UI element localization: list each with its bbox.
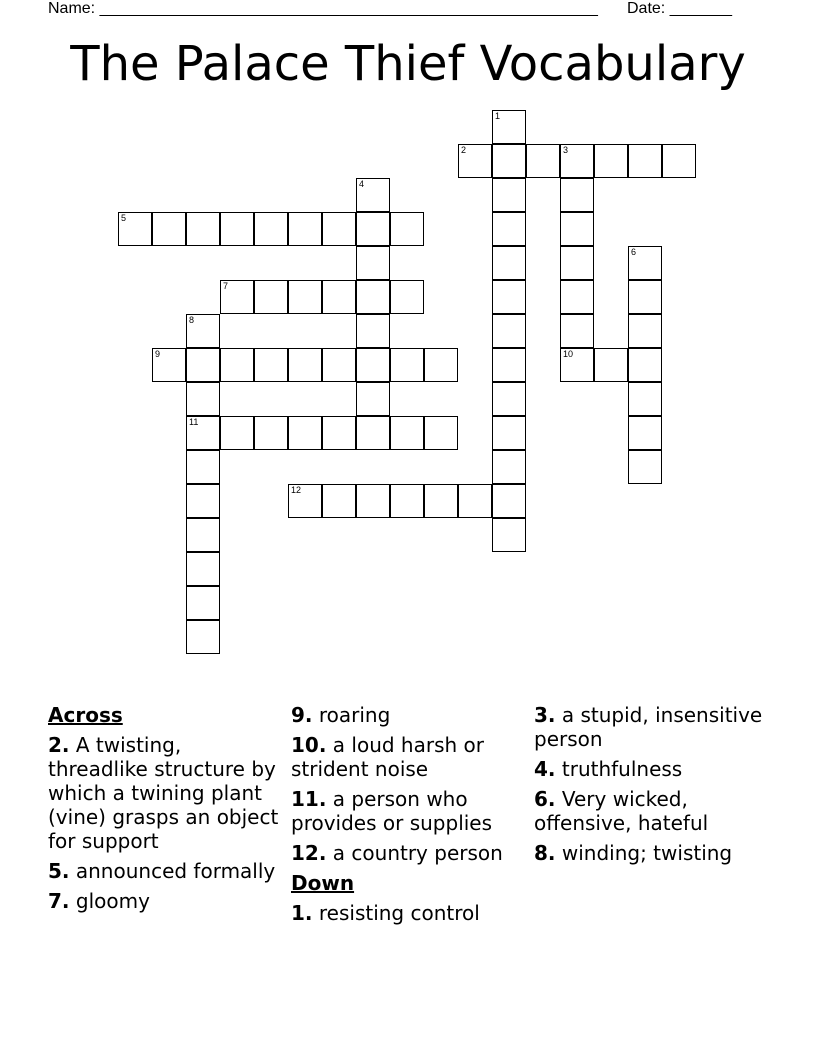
grid-cell[interactable]: [492, 314, 526, 348]
grid-cell[interactable]: [356, 212, 390, 246]
name-field-label: Name: ________________________________________________________: [48, 0, 598, 17]
grid-cell[interactable]: [186, 382, 220, 416]
grid-cell[interactable]: [492, 246, 526, 280]
cell-number: 3: [563, 145, 569, 155]
grid-cell[interactable]: [458, 484, 492, 518]
grid-cell[interactable]: [424, 484, 458, 518]
grid-cell[interactable]: [526, 144, 560, 178]
clue-text: gloomy: [75, 889, 150, 913]
grid-cell[interactable]: [356, 280, 390, 314]
grid-cell[interactable]: [492, 382, 526, 416]
grid-cell[interactable]: [390, 416, 424, 450]
clue-number: 12.: [291, 841, 327, 865]
grid-cell[interactable]: [662, 144, 696, 178]
grid-cell[interactable]: [322, 416, 356, 450]
clue-down-6: [534, 787, 770, 835]
grid-cell[interactable]: [288, 348, 322, 382]
grid-cell[interactable]: [492, 110, 526, 144]
grid-cell[interactable]: [220, 416, 254, 450]
clue-across-11: [291, 787, 527, 835]
cell-number: 4: [359, 179, 365, 189]
grid-cell[interactable]: [220, 348, 254, 382]
clue-number: 2.: [48, 733, 70, 757]
clue-number: 6.: [534, 787, 556, 811]
grid-cell[interactable]: [560, 280, 594, 314]
clue-down-1: [291, 901, 527, 925]
grid-cell[interactable]: [628, 382, 662, 416]
grid-cell[interactable]: [288, 212, 322, 246]
grid-cell[interactable]: [492, 518, 526, 552]
clue-across-12: [291, 841, 527, 865]
clue-number: 5.: [48, 859, 70, 883]
grid-cell[interactable]: [186, 518, 220, 552]
grid-cell[interactable]: [560, 246, 594, 280]
grid-cell[interactable]: [628, 314, 662, 348]
grid-cell[interactable]: [424, 416, 458, 450]
grid-cell[interactable]: [322, 280, 356, 314]
grid-cell[interactable]: [492, 484, 526, 518]
grid-cell[interactable]: [254, 280, 288, 314]
grid-cell[interactable]: [152, 348, 186, 382]
grid-cell[interactable]: [628, 280, 662, 314]
clue-text: announced formally: [75, 859, 276, 883]
grid-cell[interactable]: [288, 484, 322, 518]
date-field-label: Date: _______: [627, 0, 732, 17]
grid-cell[interactable]: [628, 246, 662, 280]
grid-cell[interactable]: [594, 348, 628, 382]
clue-column-2: [291, 703, 527, 931]
clue-column-1: [48, 703, 284, 919]
grid-cell[interactable]: [288, 416, 322, 450]
grid-cell[interactable]: [356, 348, 390, 382]
grid-cell[interactable]: [390, 280, 424, 314]
grid-cell[interactable]: [628, 450, 662, 484]
clue-text: a country person: [332, 841, 503, 865]
grid-cell[interactable]: [628, 416, 662, 450]
clue-text: truthfulness: [561, 757, 683, 781]
clue-text: a stupid, insensitive person: [534, 703, 763, 751]
clue-down-4: [534, 757, 770, 781]
clue-text: resisting control: [318, 901, 480, 925]
cell-number: 5: [121, 213, 127, 223]
clue-down-3: [534, 703, 770, 751]
grid-cell[interactable]: [628, 144, 662, 178]
clue-text: a loud harsh or strident noise: [291, 733, 484, 781]
grid-cell[interactable]: [356, 314, 390, 348]
clue-text: winding; twisting: [561, 841, 733, 865]
clue-number: 7.: [48, 889, 70, 913]
grid-cell[interactable]: [492, 280, 526, 314]
grid-cell[interactable]: [186, 314, 220, 348]
grid-cell[interactable]: [356, 382, 390, 416]
grid-cell[interactable]: [186, 552, 220, 586]
down-heading: Down: [291, 871, 355, 895]
grid-cell[interactable]: [186, 484, 220, 518]
grid-cell[interactable]: [628, 348, 662, 382]
grid-cell[interactable]: [186, 212, 220, 246]
grid-cell[interactable]: [322, 348, 356, 382]
grid-cell[interactable]: [288, 280, 322, 314]
clue-across-5: [48, 859, 284, 883]
grid-cell[interactable]: [458, 144, 492, 178]
grid-cell[interactable]: [560, 348, 594, 382]
clue-text: A twisting, threadlike structure by which a twining plant (vine) grasps an object for support: [48, 733, 279, 853]
grid-cell[interactable]: [492, 212, 526, 246]
grid-cell[interactable]: [322, 484, 356, 518]
cell-number: 7: [223, 281, 229, 291]
cell-number: 8: [189, 315, 195, 325]
grid-cell[interactable]: [492, 416, 526, 450]
cell-number: 1: [495, 111, 501, 121]
grid-cell[interactable]: [152, 212, 186, 246]
grid-cell[interactable]: [254, 212, 288, 246]
clue-number: 3.: [534, 703, 556, 727]
grid-cell[interactable]: [254, 416, 288, 450]
grid-cell[interactable]: [390, 348, 424, 382]
clue-number: 1.: [291, 901, 313, 925]
clue-number: 10.: [291, 733, 327, 757]
grid-cell[interactable]: [390, 212, 424, 246]
cell-number: 11: [189, 417, 199, 427]
clue-text: Very wicked, offensive, hateful: [534, 787, 709, 835]
grid-cell[interactable]: [492, 348, 526, 382]
grid-cell[interactable]: [220, 280, 254, 314]
grid-cell[interactable]: [220, 212, 254, 246]
cell-number: 2: [461, 145, 467, 155]
grid-cell[interactable]: [186, 620, 220, 654]
grid-cell[interactable]: [492, 144, 526, 178]
clue-text: a person who provides or supplies: [291, 787, 493, 835]
clue-number: 8.: [534, 841, 556, 865]
grid-cell[interactable]: [424, 348, 458, 382]
clue-text: roaring: [318, 703, 391, 727]
clue-down-8: [534, 841, 770, 865]
clue-number: 4.: [534, 757, 556, 781]
grid-cell[interactable]: [186, 348, 220, 382]
grid-cell[interactable]: [560, 314, 594, 348]
clue-across-2: [48, 733, 284, 853]
grid-cell[interactable]: [492, 178, 526, 212]
cell-number: 12: [291, 485, 302, 495]
grid-cell[interactable]: [560, 144, 594, 178]
page-title: The Palace Thief Vocabulary: [70, 36, 746, 92]
clue-column-3: [534, 703, 770, 871]
grid-cell[interactable]: [356, 246, 390, 280]
grid-cell[interactable]: [186, 416, 220, 450]
grid-cell[interactable]: [356, 484, 390, 518]
cell-number: 6: [631, 247, 637, 257]
grid-cell[interactable]: [356, 178, 390, 212]
clue-across-10: [291, 733, 527, 781]
grid-cell[interactable]: [356, 416, 390, 450]
clue-number: 9.: [291, 703, 313, 727]
grid-cell[interactable]: [254, 348, 288, 382]
across-heading: Across: [48, 703, 123, 727]
clue-across-9: [291, 703, 527, 727]
grid-cell[interactable]: [594, 144, 628, 178]
grid-cell[interactable]: [560, 178, 594, 212]
clue-number: 11.: [291, 787, 327, 811]
grid-cell[interactable]: [186, 450, 220, 484]
grid-cell[interactable]: [186, 586, 220, 620]
grid-cell[interactable]: [390, 484, 424, 518]
grid-cell[interactable]: [560, 212, 594, 246]
grid-cell[interactable]: [118, 212, 152, 246]
cell-number: 9: [155, 349, 161, 359]
cell-number: 10: [563, 349, 574, 359]
clue-across-7: [48, 889, 284, 913]
grid-cell[interactable]: [492, 450, 526, 484]
grid-cell[interactable]: [322, 212, 356, 246]
